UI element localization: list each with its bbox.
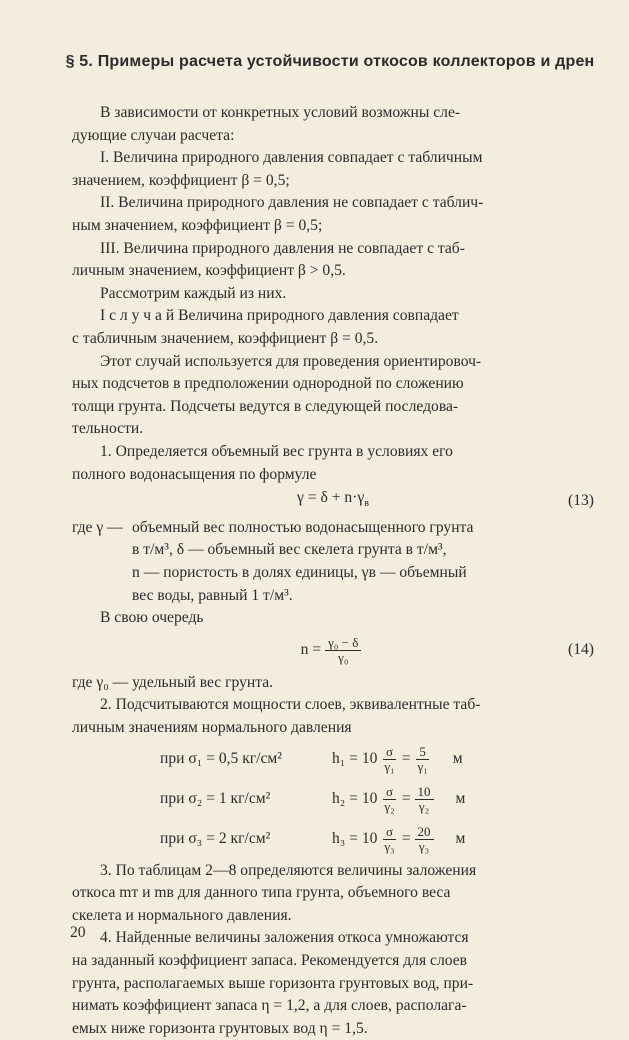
case-2-line: ным значением, коэффициент β = 0,5; [72,216,323,234]
pressure-label: при σ₁ = 0,5 кг/см² [160,750,282,768]
equation-number: (14) [568,641,594,659]
step-3-line: 3. По таблицам 2—8 определяются величины заложения [100,861,477,879]
fraction: $\frac{\sigma}{\text{γ₂}}$ [384,784,395,815]
page-body [72,102,594,1040]
page-number: 20 [70,924,86,941]
thickness-expr: h₃ = 10 [332,830,378,848]
paragraph-line: тельности. [72,420,144,438]
step-4-line: грунта, располагаемых выше горизонта грунтовых вод, при- [72,974,474,992]
step-4-line: емых ниже горизонта грунтовых вод η = 1,5. [72,1019,368,1037]
step-1-line: полного водонасыщения по формуле [72,465,317,483]
where-block [72,517,594,607]
first-case-line: с табличным значением, коэффициент β = 0,5. [72,329,379,347]
step-2-line: личным значениям нормального давления [72,718,352,736]
thickness-expr: h₁ = 10 [332,750,378,768]
step-3-line: скелета и нормального давления. [72,906,292,924]
fraction: $\frac{20}{\text{γ₃}}$ [415,825,434,854]
case-3-line: III. Величина природного давления не совпадает с таб- [100,239,465,257]
case-1-line: значением, коэффициент β = 0,5; [72,171,290,189]
step-1-line: 1. Определяется объемный вес грунта в условиях его [100,442,453,460]
intro-line: дующие случаи расчета: [72,126,235,144]
where-line: где γ₀ — удельный вес грунта. [72,673,274,691]
formula-14 [72,631,594,671]
section-title: § 5. Примеры расчета устойчивости откосов коллекторов и дрен [65,53,595,70]
step-2-line: 2. Подсчитываются мощности слоев, эквивалентные таб- [100,696,481,714]
paragraph-line: Этот случай используется для проведения ориентировоч- [100,352,482,370]
formula-13-expr: $\gamma = \delta + n\cdot\gamma_в$ [296,489,370,510]
unit-label: м [452,750,463,768]
where-line: в т/м³, δ — объемный вес скелета грунта в т/м³, [132,541,447,559]
unit-label: м [455,830,466,848]
formula-14-lhs: n = [300,641,322,659]
case-3-line: личным значением, коэффициент β > 0,5. [72,262,346,280]
fraction: $\frac{\sigma}{\text{γ₃}}$ [384,824,395,855]
fraction: $\frac{\sigma}{\text{γ₁}}$ [384,744,395,775]
equation-number: (13) [568,492,594,510]
intro-line: В зависимости от конкретных условий возможны сле- [100,104,461,121]
denominator: γ₀ [338,650,349,666]
first-case-heading: I с л у ч а й Величина природного давления совпадает [100,307,459,325]
layer-thickness-row: при σ₂ = 1 кг/см² h₂ = 10 $\frac{\sigma}{\text{γ₂}}$ = $\frac{10}{\text{γ₂}}$ м [160,784,466,815]
paragraph-line: ных подсчетов в предположении однородной по сложению [72,375,464,393]
paragraph-line: толщи грунта. Подсчеты ведутся в следующей последова- [72,397,459,415]
fraction: $\frac{10}{\text{γ₂}}$ [415,785,434,814]
numerator: γ₀ − δ [325,636,361,651]
pressure-label: при σ₃ = 2 кг/см² [160,830,271,848]
in-turn-line: В свою очередь [100,609,204,627]
fraction [325,636,361,665]
case-1-line: I. Величина природного давления совпадает с табличным [100,149,483,167]
where-label: где γ — [72,518,123,536]
step-3-line: откоса mт и mв для данного типа грунта, объемного веса [72,884,451,902]
where-line: объемный вес полностью водонасыщенного грунта [132,518,474,536]
thickness-expr: h₂ = 10 [332,790,378,808]
fraction: $\frac{5}{\text{γ₁}}$ [417,744,428,775]
unit-label: м [455,790,466,808]
layer-thickness-row: при σ₁ = 0,5 кг/см² h₁ = 10 $\frac{\sigma}{\text{γ₁}}$ = $\frac{5}{\text{γ₁}}$ м [160,744,463,775]
consider-line: Рассмотрим каждый из них. [100,284,287,302]
layer-thickness-row: при σ₃ = 2 кг/см² h₃ = 10 $\frac{\sigma}{\text{γ₃}}$ = $\frac{20}{\text{γ₃}}$ м [160,824,466,855]
step-4-line: нимать коэффициент запаса η = 1,2, а для слоев, располага- [72,997,467,1015]
step-4-line: на заданный коэффициент запаса. Рекомендуется для слоев [72,951,467,969]
case-2-line: II. Величина природного давления не совпадает с таблич- [100,194,484,212]
where-line: вес воды, равный 1 т/м³. [132,586,293,604]
where-line: n — пористость в долях единицы, γв — объемный [132,563,467,581]
formula-13 [72,487,594,516]
step-4-line: 4. Найденные величины заложения откоса умножаются [100,929,469,947]
pressure-label: при σ₂ = 1 кг/см² [160,790,271,808]
